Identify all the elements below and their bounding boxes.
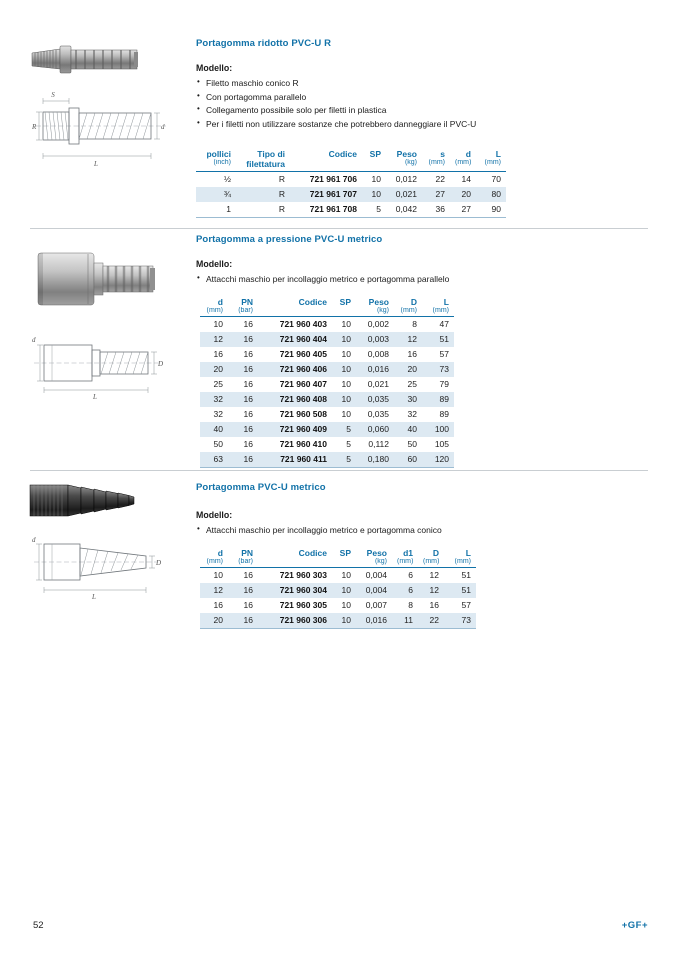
table-cell: 8 [408, 600, 413, 610]
table-cell: 8 [412, 319, 417, 329]
table-cell: 16 [243, 394, 253, 404]
table-cell: 120 [422, 452, 454, 468]
table-cell: 20 [407, 364, 417, 374]
table-cell: 22 [418, 613, 444, 629]
column-unit: (mm) [200, 558, 228, 568]
table-cell: 721 960 304 [279, 585, 327, 595]
table-cell: 721 961 706 [309, 174, 357, 184]
column-unit: (kg) [386, 159, 422, 172]
dim-label-d: d [32, 536, 36, 544]
technical-drawing-pressure-adaptor [32, 328, 164, 400]
table-cell: 36 [422, 202, 450, 218]
table-cell: 32 [407, 409, 417, 419]
table-cell: 0,021 [367, 379, 389, 389]
table-cell: 721 961 708 [290, 202, 362, 218]
table-cell: 10 [371, 189, 381, 199]
bullet-item: • Con portagomma parallelo [196, 92, 476, 103]
table-cell: 12 [407, 334, 417, 344]
table-cell: 721 960 305 [279, 600, 327, 610]
column-unit: filettatura [236, 159, 290, 172]
table-cell: 51 [439, 334, 449, 344]
table-cell: 10 [341, 379, 351, 389]
table-unit-row [200, 307, 454, 317]
bullet-item: • Per i filetti non utilizzare sostanze che potrebbero danneggiare il PVC-U [196, 119, 476, 130]
table-row [196, 171, 506, 187]
table-cell: 5 [346, 424, 351, 434]
column-header: D [432, 547, 439, 558]
table-cell: 16 [228, 613, 258, 629]
column-header: Tipo di [257, 148, 285, 159]
table-cell: 12 [213, 334, 223, 344]
column-unit: (mm) [450, 159, 476, 172]
table-cell: 16 [213, 600, 223, 610]
column-unit: (mm) [200, 307, 228, 317]
product-table [200, 545, 476, 629]
table-cell: 0,035 [367, 394, 389, 404]
table-cell: 105 [434, 439, 449, 449]
model-bullet-list [196, 78, 476, 132]
table-row [200, 407, 454, 422]
dim-label-big-d: D [158, 360, 164, 368]
table-cell: 721 961 707 [309, 189, 357, 199]
dim-label-l: L [92, 593, 96, 600]
table-cell: 0,012 [395, 174, 417, 184]
table-cell: 70 [491, 174, 501, 184]
table-cell: 89 [439, 394, 449, 404]
column-header: PN [241, 296, 253, 307]
table-header-row [200, 294, 454, 307]
column-header: Codice [298, 296, 327, 307]
table-cell: 90 [476, 202, 506, 218]
page-number: 52 [33, 920, 44, 931]
table-cell: 721 960 411 [258, 452, 332, 468]
table-cell: 0,003 [367, 334, 389, 344]
table-cell: 32 [213, 394, 223, 404]
column-header: d1 [403, 547, 413, 558]
model-bullet-list [196, 274, 449, 288]
table-row [200, 422, 454, 437]
table-cell: 10 [341, 585, 351, 595]
column-unit: (mm) [476, 159, 506, 172]
dim-label-l: L [93, 393, 97, 400]
table-cell: 16 [243, 439, 253, 449]
table-cell: 47 [439, 319, 449, 329]
column-header: pollici [206, 148, 231, 159]
table-unit-row [196, 159, 506, 172]
column-header: SP [339, 547, 351, 558]
table-cell: 16 [243, 585, 253, 595]
column-header: d [465, 148, 471, 159]
section-title: Portagomma a pressione PVC-U metrico [196, 234, 383, 245]
table-cell: 14 [461, 174, 471, 184]
table-row [200, 437, 454, 452]
table-cell: ½ [223, 174, 231, 184]
column-unit: (inch) [196, 159, 236, 172]
table-cell: 10 [341, 394, 351, 404]
column-unit: (bar) [228, 307, 258, 317]
table-cell: 16 [243, 600, 253, 610]
table-cell: 0,060 [367, 424, 389, 434]
table-cell: 16 [243, 349, 253, 359]
section-title: Portagomma ridotto PVC-U R [196, 38, 332, 49]
table-cell: 27 [450, 202, 476, 218]
product-table [196, 146, 506, 218]
table-cell: 0,042 [386, 202, 422, 218]
column-unit [258, 307, 332, 317]
column-header: D [410, 296, 417, 307]
column-header: L [443, 296, 449, 307]
column-unit: (kg) [356, 307, 394, 317]
table-cell: 32 [213, 409, 223, 419]
table-cell: 22 [435, 174, 445, 184]
table-cell: 25 [407, 379, 417, 389]
table-cell: 16 [243, 364, 253, 374]
table-cell: 50 [213, 439, 223, 449]
section-divider [30, 228, 648, 229]
bullet-item: • Filetto maschio conico R [196, 78, 476, 89]
table-cell: 10 [341, 349, 351, 359]
table-row [200, 583, 476, 598]
table-row [196, 202, 506, 218]
table-cell: 6 [408, 570, 413, 580]
dim-label-d: d [161, 123, 165, 131]
column-unit: (mm) [422, 307, 454, 317]
column-header: s [440, 148, 445, 159]
table-cell: R [236, 202, 290, 218]
column-header: Codice [298, 547, 327, 558]
table-cell: R [278, 174, 285, 184]
table-cell: 16 [243, 409, 253, 419]
dim-label-big-d: D [156, 559, 162, 567]
table-cell: 40 [213, 424, 223, 434]
table-cell: 721 960 405 [279, 349, 327, 359]
table-cell: 0,112 [368, 439, 389, 449]
table-cell: 30 [407, 394, 417, 404]
column-unit: (mm) [392, 558, 418, 568]
column-header: d [217, 547, 223, 558]
model-label: Modello: [196, 63, 233, 73]
table-cell: 16 [228, 452, 258, 468]
bullet-item: • Attacchi maschio per incollaggio metrico e portagomma parallelo [196, 274, 449, 285]
technical-drawing-threaded-adaptor [32, 86, 170, 170]
column-unit: (mm) [418, 558, 444, 568]
table-cell: 721 960 409 [279, 424, 327, 434]
column-unit [258, 558, 332, 568]
table-cell: 721 960 408 [279, 394, 327, 404]
product-table [200, 294, 454, 468]
table-cell: 0,021 [395, 189, 417, 199]
table-cell: 51 [461, 570, 471, 580]
table-row [200, 377, 454, 392]
column-unit [332, 307, 356, 317]
model-bullet-list [196, 525, 442, 539]
table-row [200, 316, 454, 332]
column-unit: (mm) [444, 558, 476, 568]
table-cell: 20 [461, 189, 471, 199]
table-row [200, 613, 476, 629]
table-cell: 10 [341, 319, 351, 329]
table-row [196, 187, 506, 202]
model-label: Modello: [196, 259, 233, 269]
table-cell: 57 [461, 600, 471, 610]
table-row [200, 567, 476, 583]
brand-logo: +GF+ [621, 920, 648, 931]
table-cell: 100 [434, 424, 449, 434]
table-cell: 721 960 410 [279, 439, 327, 449]
table-cell: 63 [200, 452, 228, 468]
table-cell: 89 [439, 409, 449, 419]
table-cell: 10 [213, 570, 223, 580]
model-label: Modello: [196, 510, 233, 520]
table-cell: 27 [435, 189, 445, 199]
table-cell: 721 960 404 [279, 334, 327, 344]
column-unit [290, 159, 362, 172]
table-cell: 20 [213, 364, 223, 374]
table-row [200, 598, 476, 613]
table-cell: 51 [461, 585, 471, 595]
table-cell: 12 [429, 570, 439, 580]
dim-label-d: d [32, 336, 36, 344]
column-unit: (mm) [422, 159, 450, 172]
table-cell: R [278, 189, 285, 199]
product-photo-pressure-adaptor [36, 248, 160, 310]
table-cell: 10 [371, 174, 381, 184]
column-header: L [495, 148, 501, 159]
table-cell: 721 960 407 [279, 379, 327, 389]
table-cell: 0,004 [365, 570, 387, 580]
product-photo-cone-adaptor [28, 478, 136, 524]
table-cell: 10 [341, 600, 351, 610]
column-header: Codice [328, 148, 357, 159]
bullet-item: • Attacchi maschio per incollaggio metrico e portagomma conico [196, 525, 442, 536]
table-unit-row [200, 558, 476, 568]
column-unit [362, 159, 386, 172]
column-header: SP [369, 148, 381, 159]
dim-label-s: S [51, 91, 55, 99]
table-cell: 40 [407, 424, 417, 434]
table-cell: 25 [213, 379, 223, 389]
column-header: Peso [368, 296, 389, 307]
table-cell: 0,180 [356, 452, 394, 468]
table-cell: 5 [332, 452, 356, 468]
table-cell: 1 [196, 202, 236, 218]
column-header: Peso [366, 547, 387, 558]
table-cell: 0,035 [367, 409, 389, 419]
table-cell: 0,007 [365, 600, 387, 610]
table-cell: 10 [341, 334, 351, 344]
column-unit: (mm) [394, 307, 422, 317]
table-row [200, 332, 454, 347]
table-row [200, 347, 454, 362]
table-cell: 16 [243, 424, 253, 434]
table-cell: 16 [243, 379, 253, 389]
column-header: PN [241, 547, 253, 558]
table-header-row [196, 146, 506, 159]
table-row [200, 452, 454, 468]
table-cell: 16 [213, 349, 223, 359]
product-photo-threaded-adaptor [30, 36, 142, 84]
table-cell: 20 [200, 613, 228, 629]
table-cell: 6 [408, 585, 413, 595]
dim-label-r: R [32, 123, 37, 131]
column-header: SP [339, 296, 351, 307]
table-cell: 721 960 403 [279, 319, 327, 329]
table-cell: 10 [341, 364, 351, 374]
table-cell: 79 [439, 379, 449, 389]
table-cell: 50 [407, 439, 417, 449]
table-cell: 16 [407, 349, 417, 359]
table-cell: 0,008 [367, 349, 389, 359]
table-cell: 0,016 [367, 364, 389, 374]
table-cell: 0,004 [365, 585, 387, 595]
table-cell: 5 [346, 439, 351, 449]
table-cell: 16 [243, 334, 253, 344]
table-cell: 12 [213, 585, 223, 595]
table-cell: 10 [332, 613, 356, 629]
column-header: d [217, 296, 223, 307]
table-cell: 73 [444, 613, 476, 629]
table-cell: 12 [429, 585, 439, 595]
table-cell: 721 960 306 [258, 613, 332, 629]
table-cell: 57 [439, 349, 449, 359]
table-cell: 11 [392, 613, 418, 629]
table-header-row [200, 545, 476, 558]
table-cell: 16 [243, 570, 253, 580]
table-row [200, 392, 454, 407]
table-cell: ¾ [223, 189, 231, 199]
dim-label-l: L [94, 160, 98, 168]
table-cell: 73 [439, 364, 449, 374]
section-title: Portagomma PVC-U metrico [196, 482, 326, 493]
column-header: L [465, 547, 471, 558]
column-unit: (kg) [356, 558, 392, 568]
table-cell: 16 [243, 319, 253, 329]
column-header: Peso [396, 148, 417, 159]
table-cell: 10 [341, 570, 351, 580]
table-cell: 10 [213, 319, 223, 329]
table-cell: 0,002 [367, 319, 389, 329]
table-cell: 80 [491, 189, 501, 199]
bullet-item: • Collegamento possibile solo per filetti in plastica [196, 105, 476, 116]
table-cell: 5 [362, 202, 386, 218]
table-cell: 721 960 406 [279, 364, 327, 374]
column-unit [332, 558, 356, 568]
table-row [200, 362, 454, 377]
table-cell: 0,016 [356, 613, 392, 629]
column-unit: (bar) [228, 558, 258, 568]
table-cell: 16 [429, 600, 439, 610]
section-divider [30, 470, 648, 471]
table-cell: 60 [394, 452, 422, 468]
table-cell: 10 [341, 409, 351, 419]
technical-drawing-cone-adaptor [32, 530, 164, 600]
table-cell: 721 960 508 [279, 409, 327, 419]
table-cell: 721 960 303 [279, 570, 327, 580]
